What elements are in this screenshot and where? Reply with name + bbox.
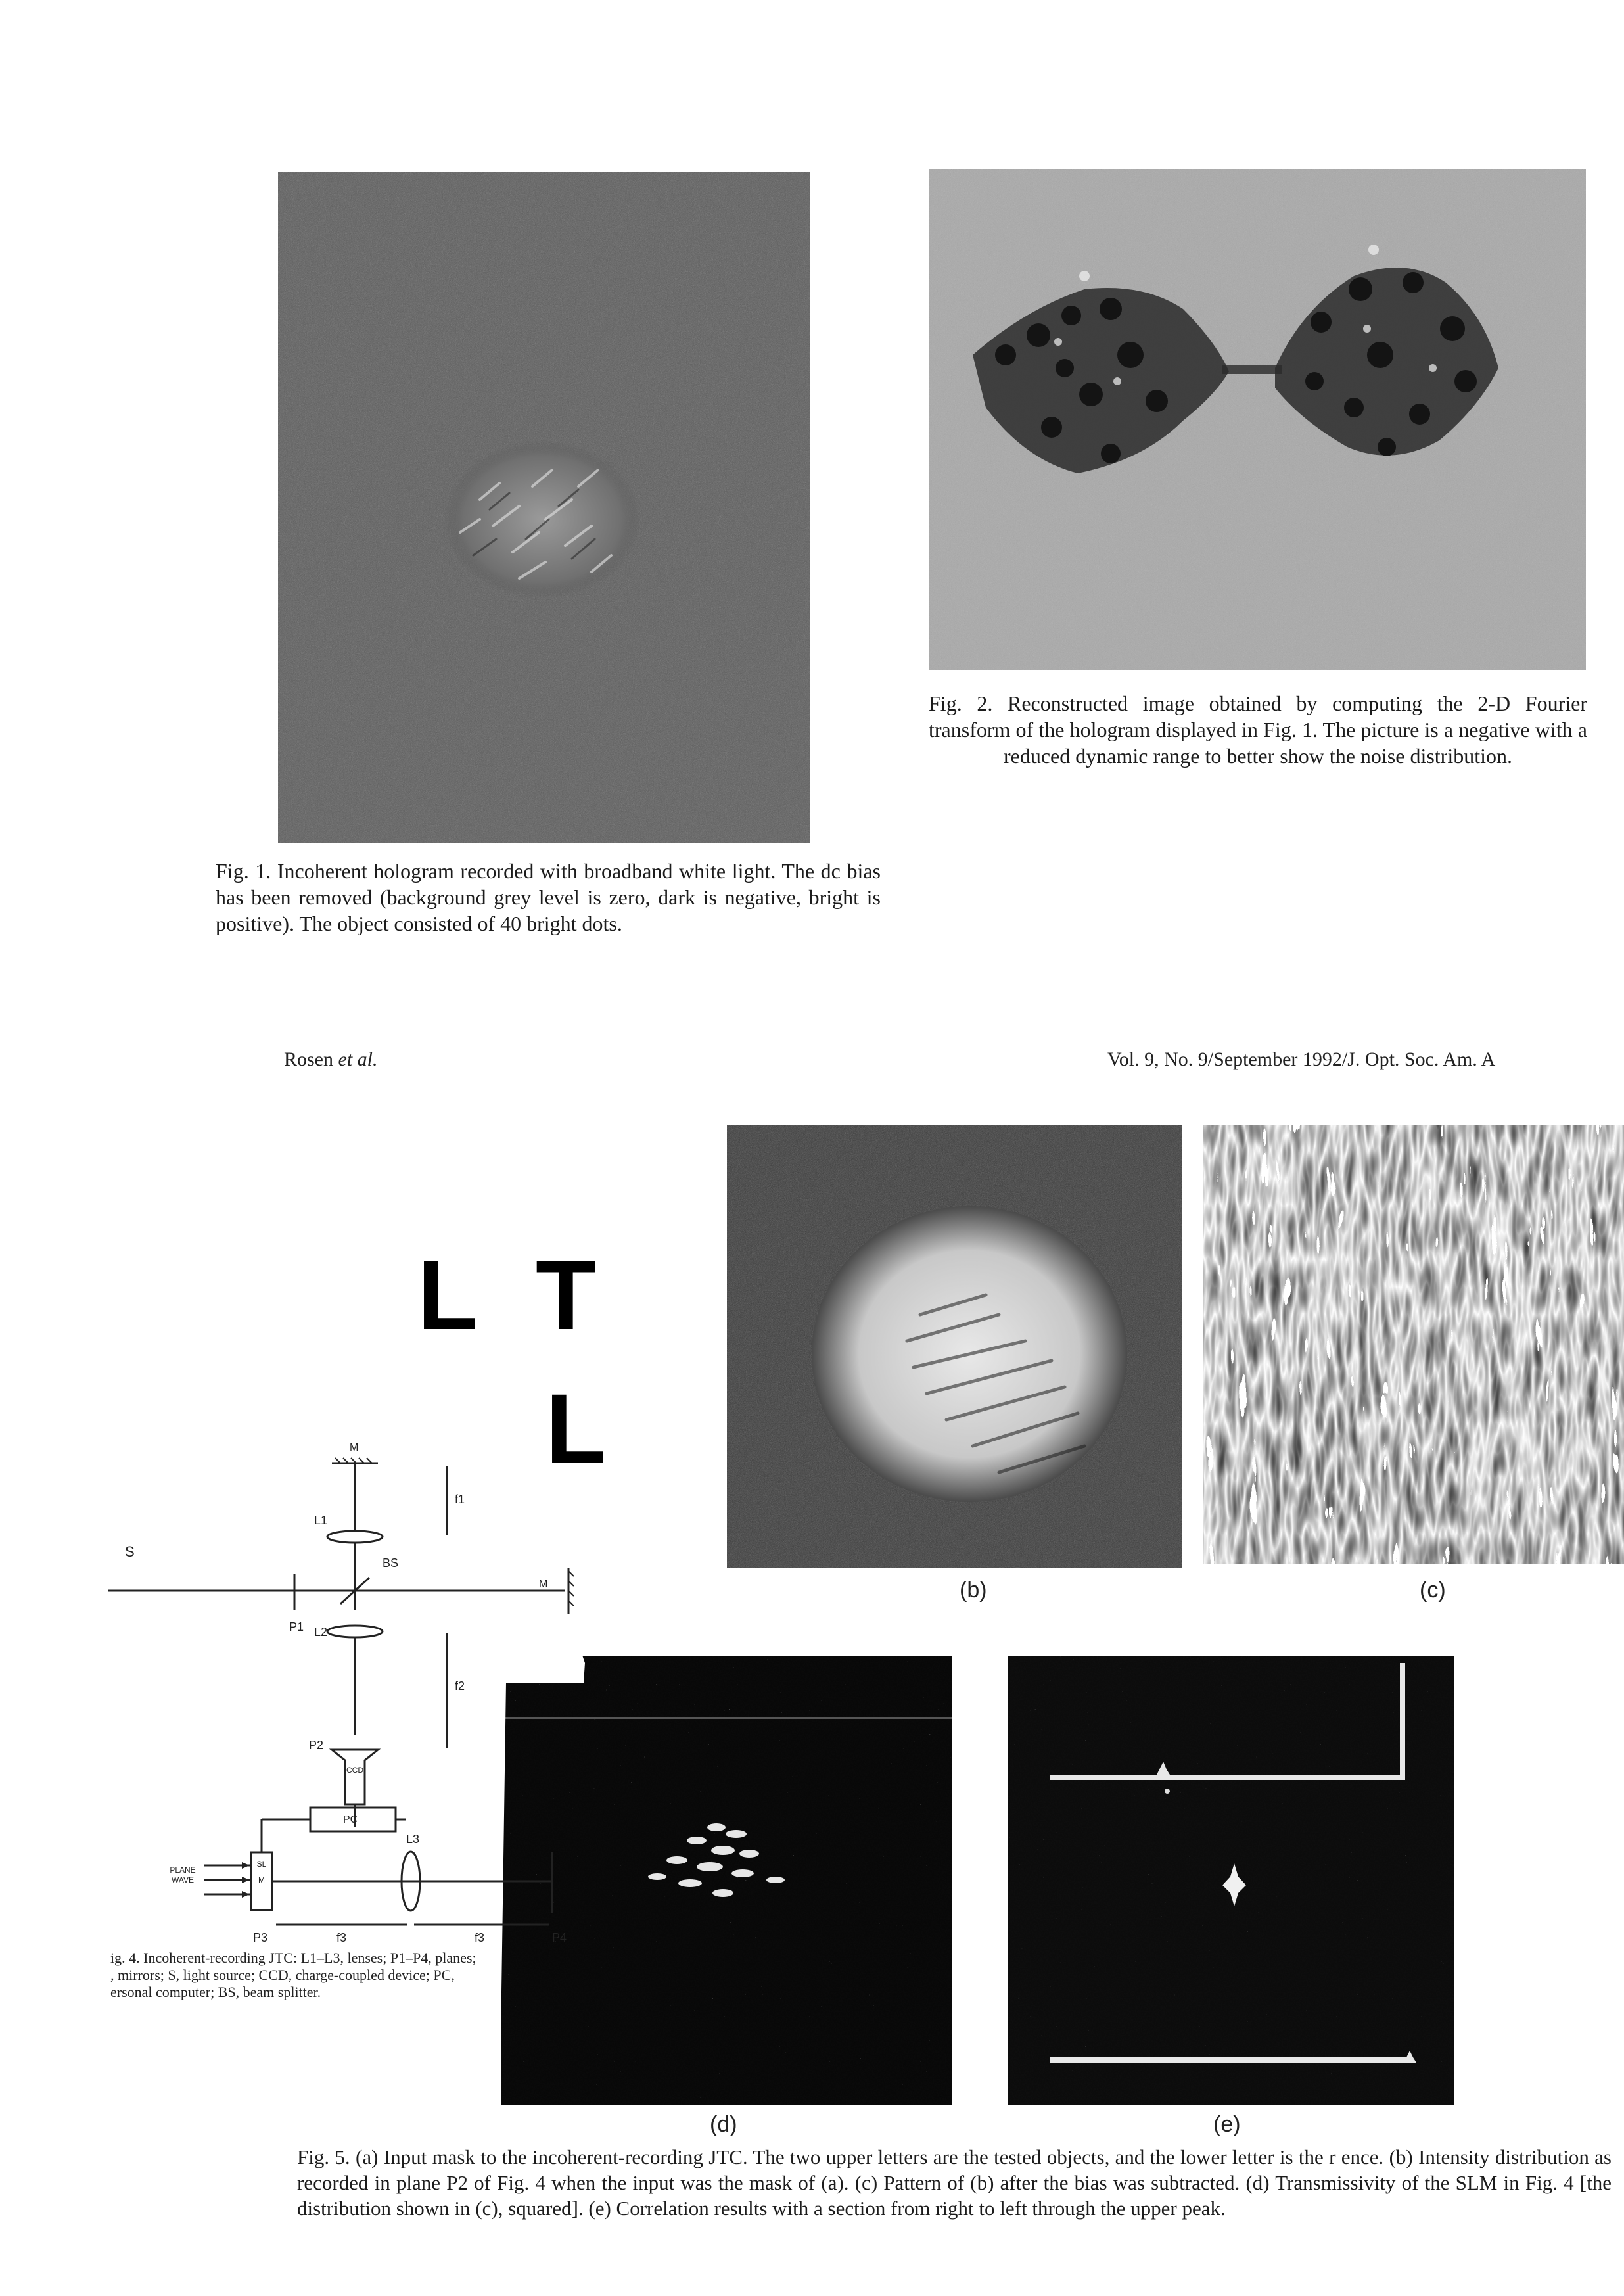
fig1-hologram-image (278, 172, 810, 843)
fig1-caption: Fig. 1. Incoherent hologram recorded with broadband white light. The dc bias has been removed (background grey level is zero, dark is negative, bright is positive). The object consisted of 40 bright dots. (216, 859, 881, 935)
fig4-label-f3a: f3 (336, 1931, 347, 1944)
fig5b-label: (b) (960, 1578, 987, 1603)
fig4-label-plane-wave: PLANE WAVE (170, 1865, 196, 1885)
fig2-caption: Fig. 2. Reconstructed image obtained by computing the 2-D Fourier transform of the hologram displayed in Fig. 1. The picture is a negative with a reduced dynamic range to better show the noise distribution. (929, 691, 1587, 768)
fig4-label-l2: L2 (314, 1626, 328, 1639)
fig4-label-s: S (125, 1543, 135, 1560)
fig5e-correlation-image (1008, 1656, 1454, 2105)
fig4-label-p4: P4 (552, 1931, 567, 1944)
fig4-caption-line3: ersonal computer; BS, beam splitter. (110, 1984, 321, 2000)
fig5e-label: (e) (1213, 2112, 1241, 2137)
fig4-label-f3b: f3 (475, 1931, 485, 1944)
fig5a-letter-3: L (545, 1373, 606, 1484)
fig4-label-p3: P3 (253, 1931, 268, 1944)
fig4-caption-line2: , mirrors; S, light source; CCD, charge-coupled device; PC, (110, 1967, 455, 1983)
fig5d-transmissivity-image (501, 1656, 952, 2105)
fig4-label-f2: f2 (455, 1679, 465, 1693)
fig5a-letter-1: L (417, 1240, 478, 1350)
fig5d-label: (d) (710, 2112, 737, 2137)
fig4-label-p1: P1 (289, 1620, 304, 1633)
fig5c-label: (c) (1420, 1578, 1446, 1603)
running-header-authors (284, 1048, 378, 1071)
fig4-caption-line1: ig. 4. Incoherent-recording JTC: L1–L3, lenses; P1–P4, planes; (110, 1950, 476, 1966)
fig5c-pattern-image (1203, 1125, 1624, 1564)
fig4-label-l1: L1 (314, 1514, 328, 1527)
fig4-label-bs: BS (383, 1557, 399, 1570)
fig5b-intensity-image (727, 1125, 1182, 1568)
fig2-reconstruction-image (929, 169, 1586, 670)
fig4-label-l3: L3 (406, 1833, 420, 1846)
header-authors-etal: et al. (338, 1048, 378, 1070)
fig4-label-m-right: M (539, 1579, 548, 1590)
fig4-label-slm: SLM (256, 1860, 267, 1885)
running-header-journal: Vol. 9, No. 9/September 1992/J. Opt. Soc. Am. A (1107, 1048, 1496, 1070)
fig4-label-f1: f1 (455, 1493, 465, 1506)
fig4-label-p2: P2 (309, 1739, 324, 1752)
header-authors-main: Rosen (284, 1048, 338, 1070)
fig5a-letter-2: T (536, 1240, 596, 1350)
fig4-label-m-top: M (350, 1442, 359, 1453)
fig4-label-ccd: CCD (346, 1766, 363, 1775)
fig5-caption: Fig. 5. (a) Input mask to the incoherent-recording JTC. The two upper letters are the tested objects, and the lower letter is the r ence. (b) Intensity distribution as recorded in plane P2 of Fig. 4 when the input was the mask of (a). (c) Pattern of (b) after the bias was subtracted. (d) Transmissivity of the SLM in Fig. 4 [the distribution shown in (c), squared]. (e) Correlation results with a section from right to left through the upper peak. (297, 2145, 1612, 2220)
fig4-label-pc: PC (343, 1814, 358, 1825)
